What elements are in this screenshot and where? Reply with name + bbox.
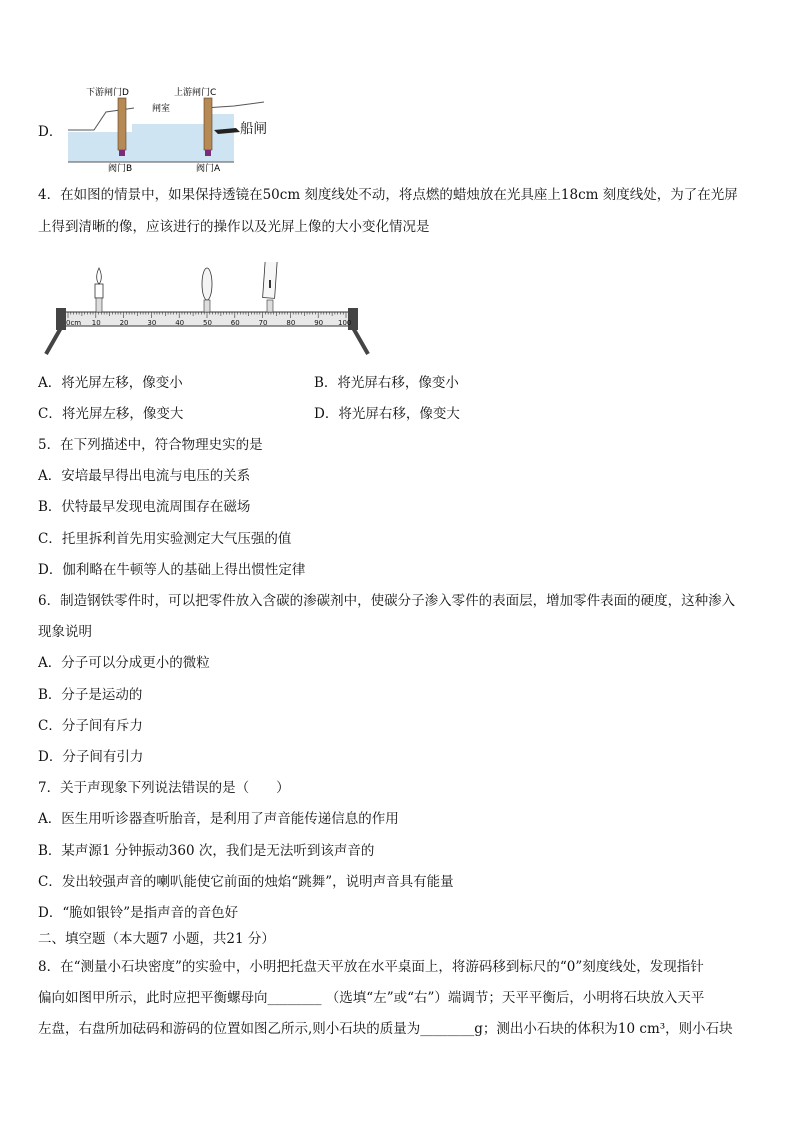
- q5-stem: 5．在下列描述中，符合物理史实的是: [38, 437, 263, 453]
- q7-option-c[interactable]: C．发出较强声音的喇叭能使它前面的烛焰“跳舞”，说明声音具有能量: [38, 874, 454, 890]
- q4-option-d[interactable]: D．将光屏右移，像变大: [314, 406, 460, 422]
- bench-tick-label: 80: [286, 319, 296, 327]
- q6-option-a[interactable]: A．分子可以分成更小的微粒: [38, 655, 210, 671]
- q8-line-3: 左盘，右盘所加砝码和游码的位置如图乙所示,则小石块的质量为________g；测出小石块的体积为10 cm³，则小石块: [38, 1021, 733, 1037]
- q5-option-d[interactable]: D．伽利略在牛顿等人的基础上得出惯性定律: [38, 562, 306, 578]
- bench-tick-label: 50: [203, 319, 212, 327]
- q5-option-a[interactable]: A．安培最早得出电流与电压的关系: [38, 468, 251, 484]
- bench-tick-label: 100: [338, 319, 352, 327]
- bench-tick-label: 60: [230, 319, 240, 327]
- lock-chamber-label: 闸室: [152, 104, 171, 114]
- valve-a-label: 阀门A: [196, 164, 221, 174]
- q6-option-c[interactable]: C．分子间有斥力: [38, 718, 143, 734]
- q4-option-a[interactable]: A．将光屏左移，像变小: [38, 375, 183, 391]
- q5-option-c[interactable]: C．托里拆利首先用实验测定大气压强的值: [38, 531, 292, 547]
- bench-tick-label: 30: [147, 319, 157, 327]
- q4-stem-line-2: 上得到清晰的像，应该进行的操作以及光屏上像的大小变化情况是: [38, 219, 430, 235]
- q6-stem-line-2: 现象说明: [38, 624, 92, 640]
- bench-tick-label: 70: [258, 319, 268, 327]
- bench-tick-label: 90: [314, 319, 324, 327]
- bench-tick-label: 10: [91, 319, 101, 327]
- bench-tick-label: 0cm: [66, 319, 82, 327]
- q5-option-b[interactable]: B．伏特最早发现电流周围存在磁场: [38, 499, 251, 515]
- optical-bench-figure: [40, 262, 380, 366]
- q4-stem-line-1: 4．在如图的情景中，如果保持透镜在50cm 刻度线处不动，将点燃的蜡烛放在光具座上18cm 刻度线处，为了在光屏: [38, 187, 738, 203]
- q6-stem-line-1: 6．制造钢铁零件时，可以把零件放入含碳的渗碳剂中，使碳分子渗入零件的表面层，增加零件表面的硬度，这种渗入: [38, 593, 736, 609]
- ship-lock-caption: 船闸: [240, 121, 267, 137]
- q3-option-d-label: D．: [38, 124, 63, 140]
- downstream-gate-label: 下游闸门D: [86, 88, 129, 98]
- q7-option-d[interactable]: D．“脆如银铃”是指声音的音色好: [38, 905, 239, 921]
- q7-option-a[interactable]: A．医生用听诊器查听胎音，是利用了声音能传递信息的作用: [38, 811, 399, 827]
- section-2-title: 二、填空题（本大题7 小题，共21 分）: [38, 931, 275, 947]
- bench-tick-label: 40: [175, 319, 185, 327]
- valve-b-label: 阀门B: [108, 164, 133, 174]
- q6-option-b[interactable]: B．分子是运动的: [38, 687, 143, 703]
- upstream-gate-label: 上游闸门C: [174, 88, 217, 98]
- q4-option-b[interactable]: B．将光屏右移，像变小: [314, 375, 459, 391]
- q7-option-b[interactable]: B．某声源1 分钟振动360 次，我们是无法听到该声音的: [38, 843, 375, 859]
- q7-stem: 7．关于声现象下列说法错误的是（ ）: [38, 780, 290, 796]
- q4-option-c[interactable]: C．将光屏左移，像变大: [38, 406, 184, 422]
- q8-line-1: 8．在“测量小石块密度”的实验中，小明把托盘天平放在水平桌面上，将游码移到标尺的“0”刻度线处，发现指针: [38, 959, 704, 975]
- q8-line-2: 偏向如图甲所示，此时应把平衡螺母向________ （选填“左”或“右”）端调节；天平平衡后，小明将石块放入天平: [38, 990, 705, 1006]
- bench-tick-label: 20: [119, 319, 129, 327]
- q6-option-d[interactable]: D．分子间有引力: [38, 749, 144, 765]
